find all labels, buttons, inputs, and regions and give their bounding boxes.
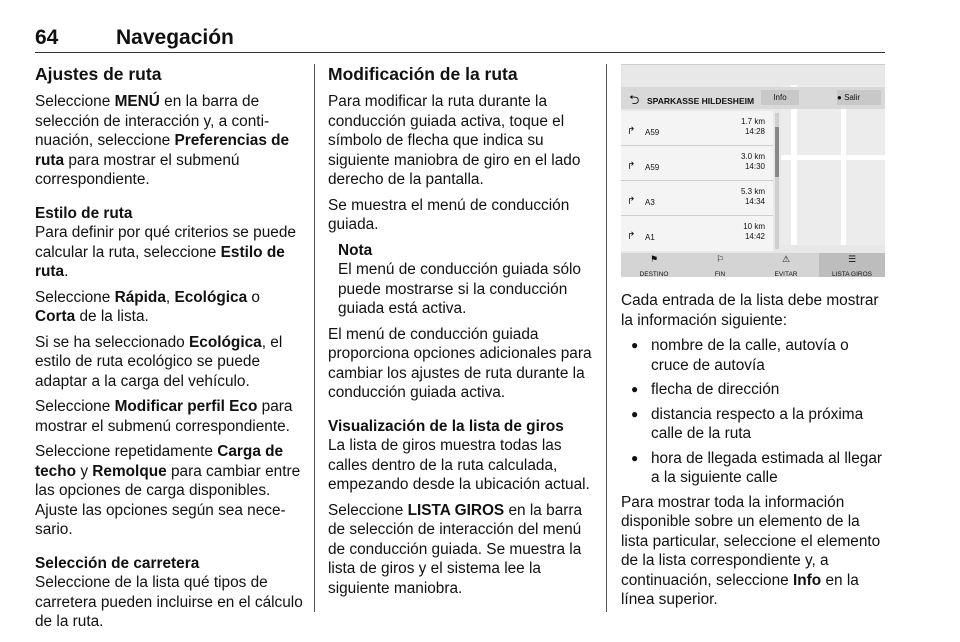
paragraph: Seleccione LISTA GIROS en la barra de selección de interacción del menú de conducción guiada. Se muestra la lista de giros y el sistema lee la siguiente maniobra. — [328, 501, 583, 597]
interaction-bar — [621, 253, 885, 277]
destination-button[interactable]: ⚑ DESTINO — [621, 253, 687, 277]
info-button[interactable]: Info — [761, 90, 799, 105]
paragraph: Seleccione Modificar perfil Eco para mostrar el submenú correspondiente. — [35, 398, 293, 435]
column-divider — [314, 64, 315, 612]
column-2 — [328, 64, 592, 604]
paragraph: Seleccione Rápida, Ecológica o Corta de la lista. — [35, 288, 260, 325]
paragraph: Seleccione MENÚ en la barra de selección de interacción y, a conti-nuación, seleccione Preferencias de ruta para mostrar el submenú correspondiente. — [35, 93, 290, 188]
paragraph: Seleccione de la lista qué tipos de carretera pueden incluirse en el cálculo de la ruta. — [35, 574, 303, 630]
exit-button[interactable]: ● Salir — [837, 90, 881, 105]
note-box — [338, 241, 592, 319]
exit-icon: ● — [837, 93, 842, 102]
end-button[interactable]: ⚐ FIN — [687, 253, 753, 277]
list-item[interactable]: ↱ A59 1.7 km 14:28 — [621, 111, 773, 146]
list-item[interactable]: ↱ A3 5.3 km 14:34 — [621, 181, 773, 216]
paragraph: El menú de conducción guiada proporciona opciones adicionales para cambiar los ajustes de ruta durante la conducción guiada activa. — [328, 325, 592, 401]
note-text: El menú de conducción guiada sólo puede mostrarse si la conducción guiada está activa. — [338, 261, 581, 317]
avoid-button[interactable]: ⚠ EVITAR — [753, 253, 819, 277]
scrollbar[interactable] — [775, 113, 779, 249]
back-arrow-icon[interactable]: ⮌ — [629, 92, 640, 107]
paragraph: La lista de giros muestra todas las calles dentro de la ruta calculada, empezando desde la ubicación actual. — [328, 437, 590, 493]
flag-icon: ⚑ — [649, 254, 659, 264]
list-item[interactable]: ↱ A1 10 km 14:42 — [621, 216, 773, 250]
paragraph: Para modificar la ruta durante la conducción guiada activa, toque el símbolo de flecha que indica su siguiente maniobra de giro en el lado derecho de la pantalla. — [328, 93, 581, 188]
turn-arrow-icon: ↱ — [627, 126, 636, 137]
chapter-title: Navegación — [116, 26, 234, 49]
section-title: Ajustes de ruta — [35, 64, 162, 84]
turn-list — [621, 111, 773, 251]
bullet-list — [621, 336, 887, 488]
map-area — [781, 85, 885, 245]
paragraph: Para mostrar toda la información disponible sobre un elemento de la lista particular, seleccione el elemento de la lista correspondiente y, a continuación, seleccione Info en la línea superior. — [621, 493, 881, 608]
turn-arrow-icon: ↱ — [627, 231, 636, 242]
column-divider — [606, 64, 607, 612]
finish-flag-icon: ⚐ — [715, 254, 725, 264]
scroll-thumb[interactable] — [775, 127, 779, 177]
navigation-screenshot — [621, 64, 885, 277]
list-icon: ☰ — [847, 254, 857, 264]
paragraph: Se muestra el menú de conducción guiada. — [328, 196, 570, 233]
list-item: ● hora de llegada estimada al llegar a la siguiente calle — [621, 449, 887, 488]
subheading: Selección de carretera — [35, 554, 200, 572]
header-rule — [35, 52, 885, 53]
page-number: 64 — [35, 26, 59, 49]
turn-arrow-icon: ↱ — [627, 161, 636, 172]
warning-icon: ⚠ — [781, 254, 791, 264]
list-item: ● nombre de la calle, autovía o cruce de autovía — [621, 336, 887, 375]
subheading: Visualización de la lista de giros — [328, 417, 564, 435]
list-item: ● flecha de dirección — [621, 380, 887, 400]
column-1 — [35, 64, 303, 638]
paragraph: Para definir por qué criterios se puede calcular la ruta, seleccione Estilo de ruta. — [35, 224, 296, 280]
list-item: ● distancia respecto a la próxima calle de la ruta — [621, 405, 887, 444]
section-title: Modificación de la ruta — [328, 64, 518, 84]
list-item[interactable]: ↱ A59 3.0 km 14:30 — [621, 146, 773, 181]
column-3 — [621, 64, 887, 616]
destination-name: SPARKASSE HILDESHEIM — [647, 96, 755, 106]
turn-arrow-icon: ↱ — [627, 196, 636, 207]
page-header — [35, 26, 885, 50]
screen-top-bar — [621, 87, 885, 109]
paragraph: Cada entrada de la lista debe mostrar la información siguiente: — [621, 292, 879, 329]
turn-list-button[interactable]: ☰ LISTA GIROS — [819, 253, 885, 277]
paragraph: Si se ha seleccionado Ecológica, el estilo de ruta ecológico se puede adaptar a la carga del vehículo. — [35, 333, 283, 390]
subheading: Estilo de ruta — [35, 204, 133, 222]
paragraph: Seleccione repetidamente Carga de techo y Remolque para cambiar entre las opciones de carga disponibles. Ajuste las opciones según sea nece-sario. — [35, 443, 301, 538]
note-title: Nota — [338, 241, 373, 259]
